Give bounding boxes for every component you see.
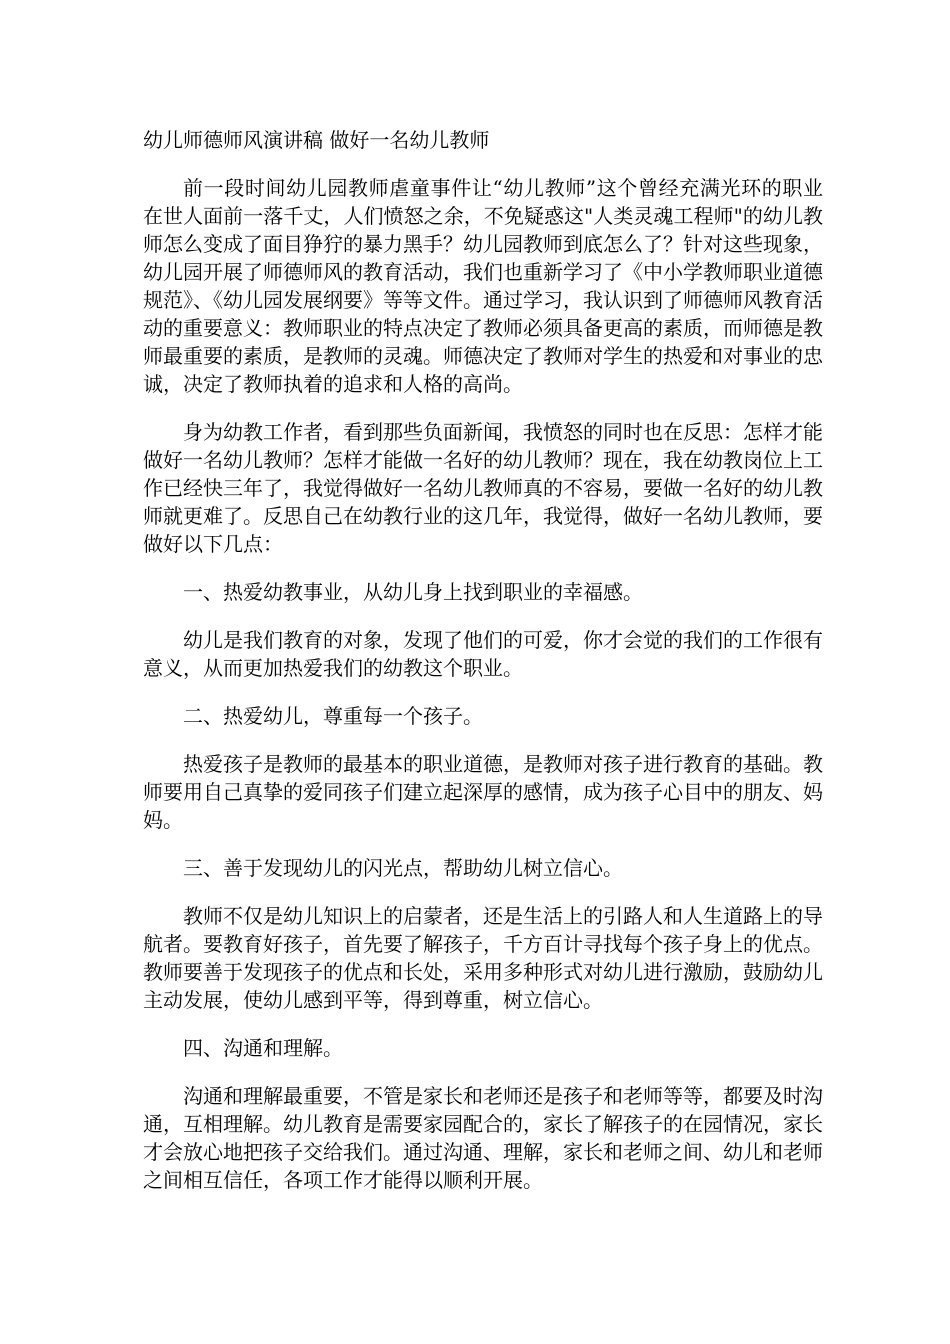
document-title: 幼儿师德师风演讲稿 做好一名幼儿教师 (143, 128, 490, 152)
section-heading-3: 三、善于发现幼儿的闪光点，帮助幼儿树立信心。 (183, 856, 623, 880)
section-body-2: 热爱孩子是教师的最基本的职业道德，是教师对孩子进行教育的基础。教师要用自己真挚的爱同孩子们建立起深厚的感情，成为孩子心目中的朋友、妈妈。 (143, 752, 823, 832)
section-body-4: 沟通和理解最重要，不管是家长和老师还是孩子和老师等等，都要及时沟通，互相理解。幼儿教育是需要家园配合的，家长了解孩子的在园情况，家长才会放心地把孩子交给我们。通过沟通、理解，家长和老师之间、幼儿和老师之间相互信任，各项工作才能得以顺利开展。 (143, 1084, 823, 1192)
section-heading-4: 四、沟通和理解。 (183, 1036, 343, 1060)
paragraph-intro: 前一段时间幼儿园教师虐童事件让“幼儿教师”这个曾经充满光环的职业在世人面前一落千丈，人们愤怒之余，不免疑惑这"人类灵魂工程师"的幼儿教师怎么变成了面目狰狞的暴力黑手？幼儿园教师到底怎么了？针对这些现象，幼儿园开展了师德师风的教育活动，我们也重新学习了《中小学教师职业道德规范》、《幼儿园发展纲要》等等文件。通过学习，我认识到了师德师风教育活动的重要意义：教师职业的特点决定了教师必须具备更高的素质，而师德是教师最重要的素质，是教师的灵魂。师德决定了教师对学生的热爱和对事业的忠诚，决定了教师执着的追求和人格的高尚。 (143, 176, 823, 396)
section-body-3: 教师不仅是幼儿知识上的启蒙者，还是生活上的引路人和人生道路上的导航者。要教育好孩子，首先要了解孩子，千方百计寻找每个孩子身上的优点。教师要善于发现孩子的优点和长处，采用多种形式对幼儿进行激励，鼓励幼儿主动发展，使幼儿感到平等，得到尊重，树立信心。 (143, 904, 823, 1012)
section-heading-1: 一、热爱幼教事业，从幼儿身上找到职业的幸福感。 (183, 580, 643, 604)
document-page (143, 126, 823, 1214)
section-body-1: 幼儿是我们教育的对象，发现了他们的可爱，你才会觉的我们的工作很有意义，从而更加热爱我们的幼教这个职业。 (143, 628, 823, 680)
section-heading-2: 二、热爱幼儿，尊重每一个孩子。 (183, 704, 483, 728)
paragraph-reflection: 身为幼教工作者，看到那些负面新闻，我愤怒的同时也在反思：怎样才能做好一名幼儿教师？怎样才能做一名好的幼儿教师？现在，我在幼教岗位上工作已经快三年了，我觉得做好一名幼儿教师真的不容易，要做一名好的幼儿教师就更难了。反思自己在幼教行业的这几年，我觉得，做好一名幼儿教师，要做好以下几点： (143, 420, 823, 556)
